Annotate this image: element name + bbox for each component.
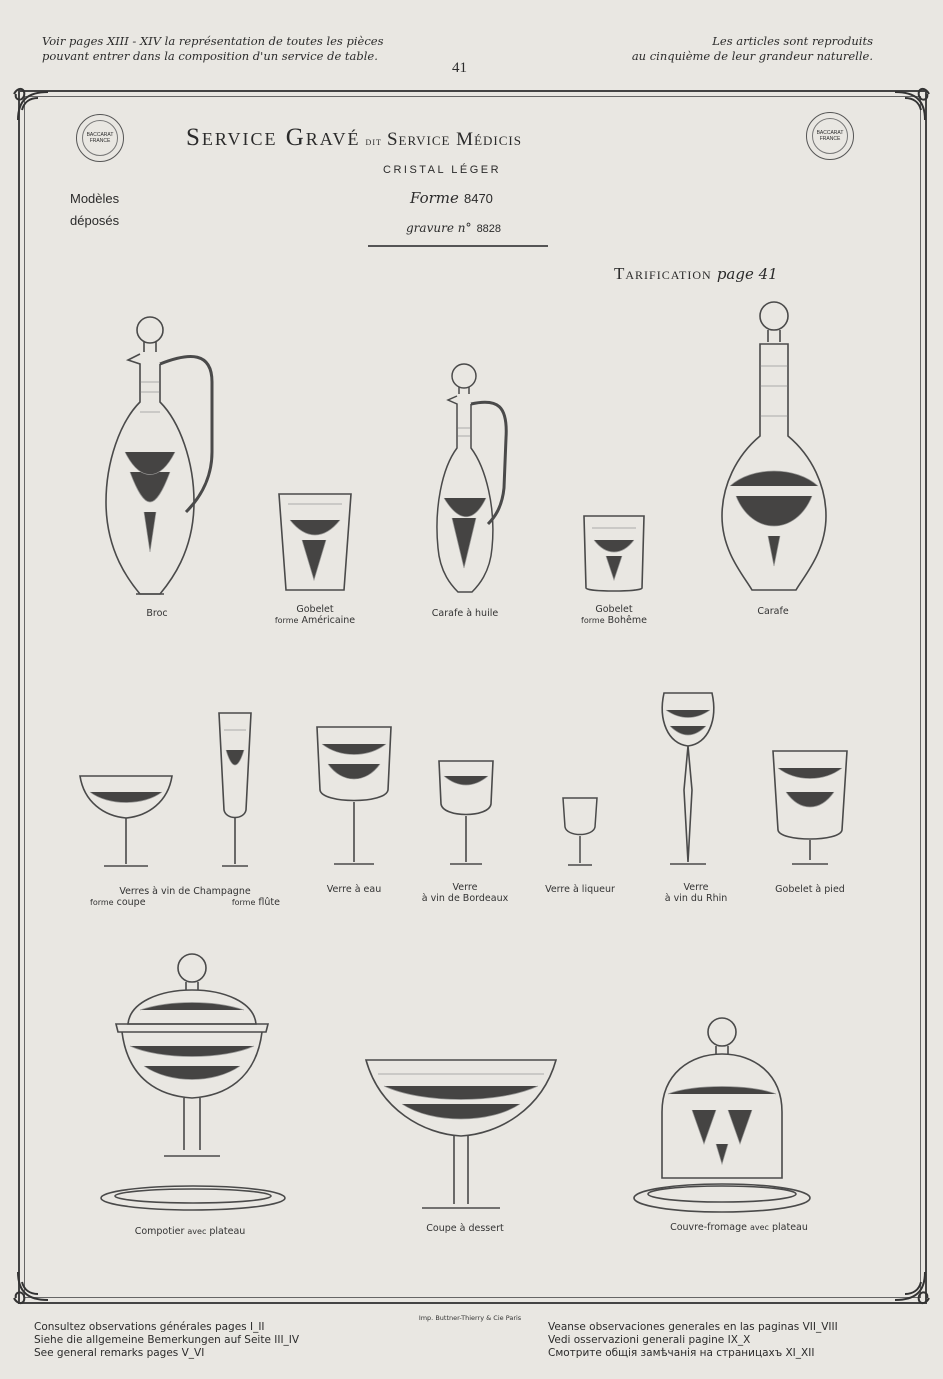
gravure-number: 8828 <box>476 223 502 235</box>
caption-carafe-huile: Carafe à huile <box>431 608 499 619</box>
caption-forme-prefix: forme <box>274 616 299 625</box>
coupe-dessert-illustration <box>362 1054 560 1216</box>
caption-carafe: Carafe <box>757 606 789 617</box>
caption-avec: avec <box>750 1223 769 1232</box>
page-number: 41 <box>452 60 467 76</box>
caption-rhin-line1: Verre <box>683 882 709 893</box>
caption-couvre-fromage-label2: plateau <box>772 1222 808 1233</box>
caption-couvre-fromage <box>654 1222 824 1233</box>
title-main-right: Service Médicis <box>386 129 522 150</box>
title-sub: CRISTAL LÉGER <box>383 164 502 176</box>
corner-ornament-icon <box>885 80 935 130</box>
tarification-page: page 41 <box>716 265 778 283</box>
corner-ornament-icon <box>885 1262 935 1312</box>
caption-gobelet-boheme-label: Gobelet <box>595 604 633 615</box>
top-note-right <box>632 34 873 64</box>
baccarat-seal-right <box>806 112 854 160</box>
caption-rhin-line2: à vin du Rhin <box>664 893 728 904</box>
footer-right-line: Vedi osservazioni generali pagine IX_X <box>548 1334 751 1346</box>
caption-verre-bordeaux <box>410 882 520 904</box>
caption-verre-eau: Verre à eau <box>326 884 382 895</box>
seal-text: BACCARAT FRANCE <box>816 130 844 142</box>
caption-gobelet-boheme-sub: Bohême <box>607 615 647 626</box>
caption-couvre-fromage-label: Couvre-fromage <box>670 1222 747 1233</box>
tarification-label: Tarification <box>614 264 712 283</box>
gravure-line <box>406 217 501 236</box>
verre-eau-illustration <box>314 724 394 872</box>
caption-champagne <box>90 886 280 908</box>
caption-gobelet-americaine-sub: Américaine <box>301 615 356 626</box>
title-main-left: Service Gravé <box>186 124 361 151</box>
coupe-champagne-illustration <box>78 772 174 872</box>
caption-champagne-label: Verres à vin de Champagne <box>119 886 251 897</box>
gobelet-pied-illustration <box>770 748 850 872</box>
models-line2: déposés <box>70 213 120 228</box>
caption-broc: Broc <box>146 608 168 619</box>
models-deposited <box>70 188 119 232</box>
caption-verre-rhin <box>646 882 746 904</box>
caption-bordeaux-line1: Verre <box>452 882 478 893</box>
caption-flute: flûte <box>258 897 280 908</box>
verre-liqueur-illustration <box>560 795 600 872</box>
footer-right-line: Смотрите общія замѣчанія на страницахъ XI_XII <box>548 1347 815 1359</box>
caption-forme-prefix: forme <box>231 898 256 907</box>
compotier-illustration <box>100 950 290 1218</box>
caption-avec: avec <box>187 1227 207 1236</box>
caption-gobelet-americaine <box>260 604 370 626</box>
caption-forme-prefix: forme <box>581 616 605 625</box>
verre-rhin-illustration <box>656 690 720 872</box>
tarification <box>614 264 778 284</box>
caption-verre-liqueur: Verre à liqueur <box>545 884 615 895</box>
footer-right <box>548 1321 838 1360</box>
broc-illustration <box>100 312 225 602</box>
carafe-illustration <box>712 296 836 598</box>
gobelet-americaine-illustration <box>276 490 354 594</box>
footer-left-line: See general remarks pages V_VI <box>34 1347 205 1359</box>
top-note-left-line2: pouvant entrer dans la composition d'un service de table. <box>42 49 378 63</box>
caption-compotier-label: Compotier <box>134 1226 185 1237</box>
gobelet-boheme-illustration <box>582 512 646 594</box>
page-title <box>186 124 522 152</box>
caption-coupe-dessert: Coupe à dessert <box>426 1223 504 1234</box>
models-line1: Modèles <box>70 191 120 206</box>
corner-ornament-icon <box>8 1262 58 1312</box>
title-connector: dit <box>365 136 382 148</box>
printer-credit: Imp. Buttner-Thierry & Cie Paris <box>418 1314 522 1322</box>
footer-left <box>34 1321 299 1360</box>
gravure-label: gravure n° <box>406 221 472 235</box>
couvre-fromage-illustration <box>632 1014 812 1218</box>
forme-line <box>410 188 493 207</box>
title-rule <box>368 245 548 247</box>
flute-champagne-illustration <box>216 710 254 872</box>
caption-gobelet-americaine-label: Gobelet <box>296 604 334 615</box>
caption-gobelet-boheme <box>566 604 662 626</box>
top-note-right-line2: au cinquième de leur grandeur naturelle. <box>631 49 873 63</box>
forme-label: Forme <box>410 189 459 207</box>
caption-gobelet-pied: Gobelet à pied <box>775 884 845 895</box>
top-note-left-line1: Voir pages XIII - XIV la représentation de toutes les pièces <box>42 34 384 48</box>
caption-compotier <box>120 1226 260 1237</box>
seal-text: BACCARAT FRANCE <box>86 132 114 144</box>
verre-bordeaux-illustration <box>436 758 496 872</box>
caption-forme-prefix: forme <box>90 898 114 907</box>
corner-ornament-icon <box>8 80 58 130</box>
baccarat-seal-left <box>76 114 124 162</box>
caption-bordeaux-line2: à vin de Bordeaux <box>421 893 509 904</box>
forme-number: 8470 <box>463 191 493 206</box>
caption-compotier-label2: plateau <box>209 1226 246 1237</box>
footer-left-line: Siehe die allgemeine Bemerkungen auf Seite III_IV <box>34 1334 300 1346</box>
top-note-left <box>42 34 383 64</box>
carafe-huile-illustration <box>424 358 520 598</box>
footer-right-line: Veanse observaciones generales en las paginas VII_VIII <box>548 1321 838 1333</box>
footer-left-line: Consultez observations générales pages I_II <box>34 1321 265 1333</box>
top-note-right-line1: Les articles sont reproduits <box>712 34 873 48</box>
caption-coupe: coupe <box>116 897 146 908</box>
